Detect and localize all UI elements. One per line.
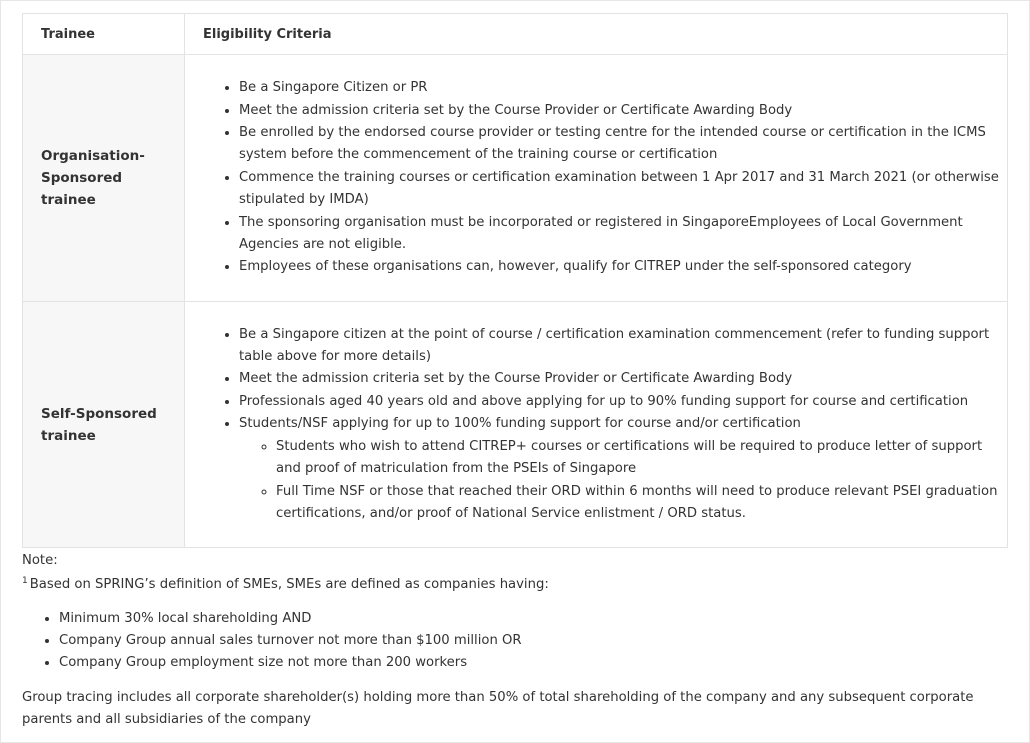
notes-section [22, 552, 1002, 732]
list-item: • Commence the training courses or certification examination between 1 Apr 2017 and 31 March 2021 (or otherwise stipulated by IMDA) [239, 167, 1001, 212]
list-item: • Be a Singapore citizen at the point of course / certification examination commencement (refer to funding support table above for more details) [239, 324, 1001, 369]
list-item: • Meet the admission criteria set by the Course Provider or Certificate Awarding Body [239, 368, 1001, 390]
footnote-mark: 1 [22, 576, 28, 586]
list-item-text: Students/NSF applying for up to 100% funding support for course and/or certification [239, 416, 801, 432]
list-item: • Minimum 30% local shareholding AND [59, 608, 1002, 630]
table-row [23, 302, 1008, 548]
eligibility-table [22, 13, 1008, 548]
table-header-row [23, 14, 1008, 55]
criteria-cell [185, 302, 1008, 548]
criteria-list [199, 324, 1001, 526]
list-item [239, 413, 1001, 525]
criteria-cell [185, 55, 1008, 302]
sme-criteria-list [22, 608, 1002, 674]
list-item: • Employees of these organisations can, however, qualify for CITREP under the self-sponsored category [239, 256, 1001, 278]
note-label: Note: [22, 553, 58, 568]
list-item: • Meet the admission criteria set by the Course Provider or Certificate Awarding Body [239, 100, 1001, 122]
group-tracing-note: Group tracing includes all corporate shareholder(s) holding more than 50% of total shareholding of the company and any subsequent corporate parents and all subsidiaries of the company [22, 690, 974, 728]
list-item: • Be enrolled by the endorsed course provider or testing centre for the intended course or certification in the ICMS system before the commencement of the training course or certification [239, 122, 1001, 167]
list-item: • Company Group employment size not more than 200 workers [59, 652, 1002, 674]
table-row [23, 55, 1008, 302]
criteria-sublist [239, 436, 1001, 526]
sub-list-item: ◦ Full Time NSF or those that reached their ORD within 6 months will need to produce relevant PSEI graduation certifications, and/or proof of National Service enlistment / ORD status. [276, 481, 1001, 526]
list-item: • Be a Singapore Citizen or PR [239, 77, 1001, 99]
header-trainee: Trainee [23, 14, 185, 55]
trainee-type-label: Organisation-Sponsored trainee [23, 55, 185, 302]
header-eligibility-criteria: Eligibility Criteria [185, 14, 1008, 55]
sub-list-item: ◦ Students who wish to attend CITREP+ courses or certifications will be required to produce letter of support and proof of matriculation from the PSEIs of Singapore [276, 436, 1001, 481]
sme-definition-text: Based on SPRING’s definition of SMEs, SMEs are defined as companies having: [29, 577, 549, 592]
list-item: • Professionals aged 40 years old and above applying for up to 90% funding support for course and certification [239, 391, 1001, 413]
sme-definition [22, 570, 1002, 596]
criteria-list [199, 77, 1001, 279]
list-item: • The sponsoring organisation must be incorporated or registered in SingaporeEmployees of Local Government Agencies are not eligible. [239, 212, 1001, 257]
list-item: • Company Group annual sales turnover not more than $100 million OR [59, 630, 1002, 652]
trainee-type-label: Self-Sponsored trainee [23, 302, 185, 548]
